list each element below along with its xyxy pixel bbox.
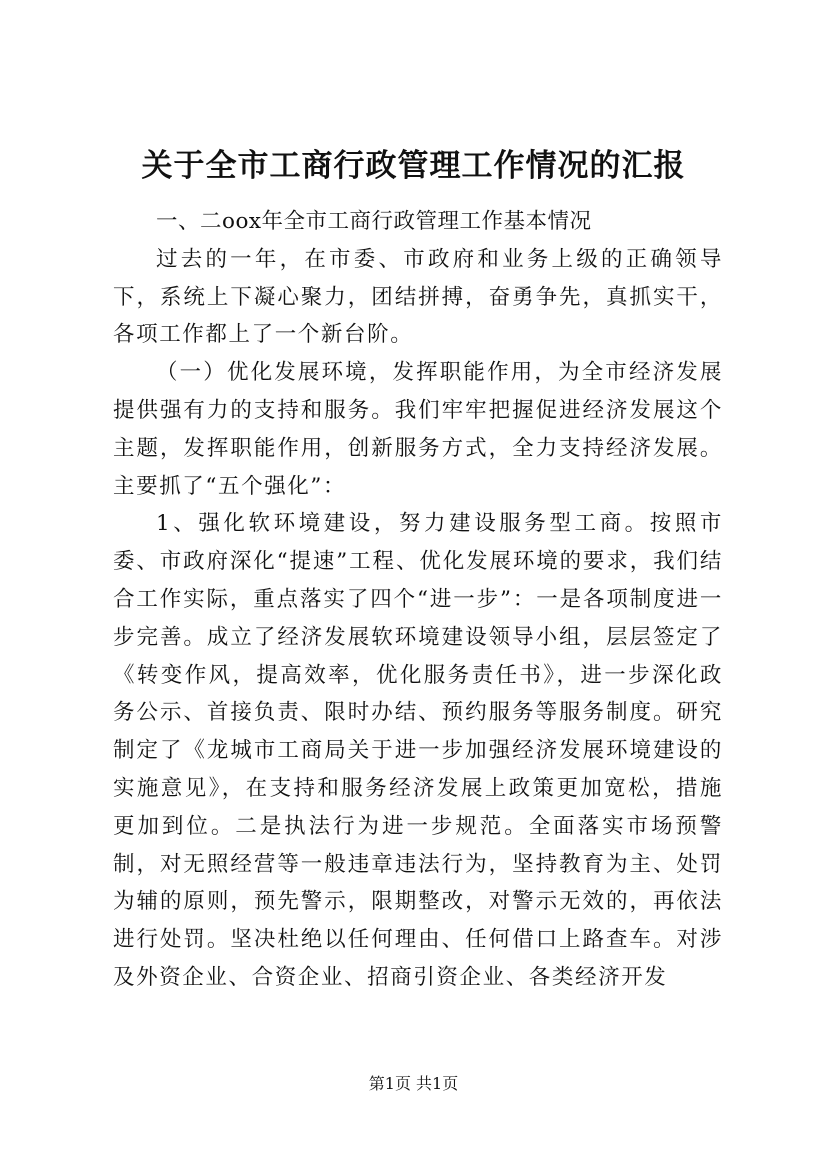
document-title: 关于全市工商行政管理工作情况的汇报 — [141, 148, 686, 184]
paragraph-item-1: 1、强化软环境建设，努力建设服务型工商。按照市委、市政府深化“提速”工程、优化发展环境的要求，我们结合工作实际，重点落实了四个“进一步”：一是各项制度进一步完善。成立了经济发展软环境建设领导小组，层层签定了《转变作风，提高效率，优化服务责任书》，进一步深化政务公示、首接负责、限时办结、预约服务等服务制度。研究制定了《龙城市工商局关于进一步加强经济发展环境建设的实施意见》，在支持和服务经济发展上政策更加宽松，措施更加到位。二是执法行为进一步规范。全面落实市场预警制，对无照经营等一般违章违法行为，坚持教育为主、处罚为辅的原则，预先警示，限期整改，对警示无效的，再依法进行处罚。坚决杜绝以任何理由、任何借口上路查车。对涉及外资企业、合资企业、招商引资企业、各类经济开发 — [113, 511, 723, 990]
page-footer: 第1页 共1页 — [368, 1074, 459, 1093]
paragraph-subsection-1: （一）优化发展环境，发挥职能作用，为全市经济发展提供强有力的支持和服务。我们牢牢把握促进经济发展这个主题，发挥职能作用，创新服务方式，全力支持经济发展。主要抓了“五个强化”： — [113, 360, 723, 499]
paragraph-intro: 过去的一年，在市委、市政府和业务上级的正确领导下，系统上下凝心聚力，团结拼搏，奋勇争先，真抓实干，各项工作都上了一个新台阶。 — [113, 246, 723, 348]
section-heading: 一、二oox年全市工商行政管理工作基本情况 — [156, 209, 592, 234]
document-body — [113, 203, 723, 997]
